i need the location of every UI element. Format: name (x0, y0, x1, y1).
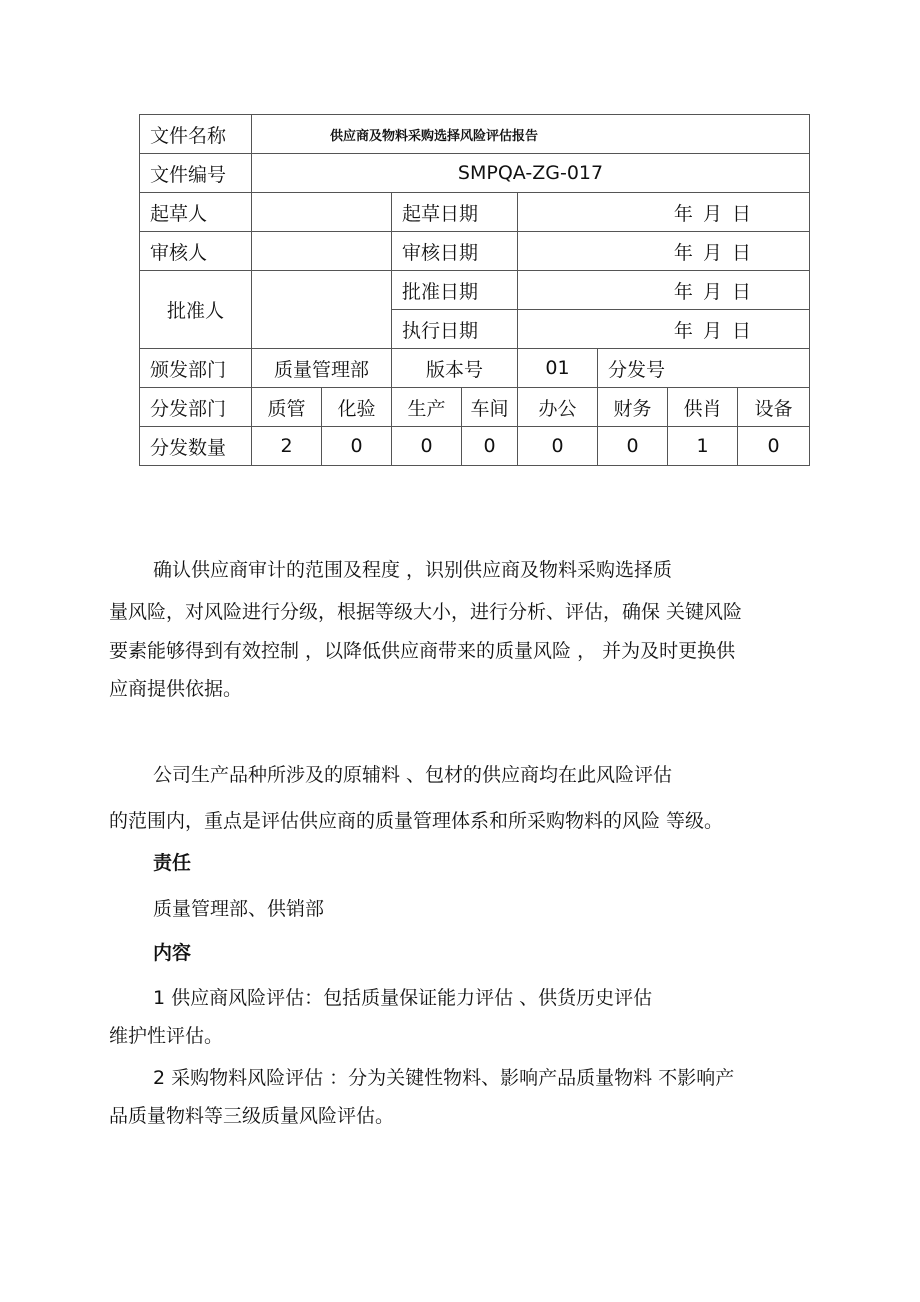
qty-cell: 0 (738, 427, 810, 466)
version-value: 01 (518, 349, 598, 388)
dist-qty-label: 分发数量 (140, 427, 252, 466)
issue-dept-value: 质量管理部 (252, 349, 392, 388)
dist-no-label: 分发号 (598, 349, 810, 388)
drafter-value (252, 193, 392, 232)
qty-cell: 0 (598, 427, 668, 466)
purpose-line-2: 量风险，对风险进行分级，根据等级大小，进行分析、评估，确保 关键风险 (109, 601, 743, 623)
reviewer-label: 审核人 (140, 232, 252, 271)
content-item-2-line-1: 2 采购物料风险评估 ：分为关键性物料、影响产品质量物料 不影响产 (153, 1067, 735, 1089)
qty-cell: 0 (392, 427, 462, 466)
content-heading: 内容 (153, 942, 192, 964)
version-label: 版本号 (392, 349, 518, 388)
content-item-2-line-2: 品质量物料等三级质量风险评估。 (109, 1105, 395, 1127)
dept-cell: 化验 (322, 388, 392, 427)
dept-cell: 财务 (598, 388, 668, 427)
issue-dept-label: 颁发部门 (140, 349, 252, 388)
qty-cell: 0 (518, 427, 598, 466)
dept-cell: 质管 (252, 388, 322, 427)
drafter-label: 起草人 (140, 193, 252, 232)
dist-dept-label: 分发部门 (140, 388, 252, 427)
file-name-label: 文件名称 (140, 115, 252, 154)
dept-cell: 生产 (392, 388, 462, 427)
approver-value (252, 271, 392, 349)
approve-date-value: 年 月 日 (518, 271, 810, 310)
approver-label: 批准人 (140, 271, 252, 349)
dept-cell: 设备 (738, 388, 810, 427)
file-name-value: 供应商及物料采购选择风险评估报告 (252, 115, 810, 154)
qty-cell: 0 (462, 427, 518, 466)
review-date-value: 年 月 日 (518, 232, 810, 271)
draft-date-label: 起草日期 (392, 193, 518, 232)
responsibility-heading: 责任 (153, 852, 192, 874)
file-code-value: SMPQA-ZG-017 (252, 154, 810, 193)
approve-date-label: 批准日期 (392, 271, 518, 310)
review-date-label: 审核日期 (392, 232, 518, 271)
document-header-table (139, 114, 810, 466)
draft-date-value: 年 月 日 (518, 193, 810, 232)
scope-line-2: 的范围内，重点是评估供应商的质量管理体系和所采购物料的风险 等级。 (109, 810, 724, 832)
purpose-line-3: 要素能够得到有效控制 ，以降低供应商带来的质量风险 ， 并为及时更换供 (109, 640, 736, 662)
purpose-line-4: 应商提供依据。 (109, 678, 243, 700)
content-item-1-line-1: 1 供应商风险评估：包括质量保证能力评估 、供货历史评估 (153, 987, 653, 1009)
purpose-line-1: 确认供应商审计的范围及程度 ，识别供应商及物料采购选择质 (153, 559, 673, 581)
content-item-1-line-2: 维护性评估。 (109, 1025, 224, 1047)
dept-cell: 车间 (462, 388, 518, 427)
qty-cell: 1 (668, 427, 738, 466)
dept-cell: 供肖 (668, 388, 738, 427)
dept-cell: 办公 (518, 388, 598, 427)
qty-cell: 2 (252, 427, 322, 466)
qty-cell: 0 (322, 427, 392, 466)
file-code-label: 文件编号 (140, 154, 252, 193)
exec-date-value: 年 月 日 (518, 310, 810, 349)
exec-date-label: 执行日期 (392, 310, 518, 349)
scope-line-1: 公司生产品种所涉及的原辅料 、包材的供应商均在此风险评估 (153, 764, 673, 786)
reviewer-value (252, 232, 392, 271)
responsibility-text: 质量管理部、供销部 (153, 898, 325, 920)
